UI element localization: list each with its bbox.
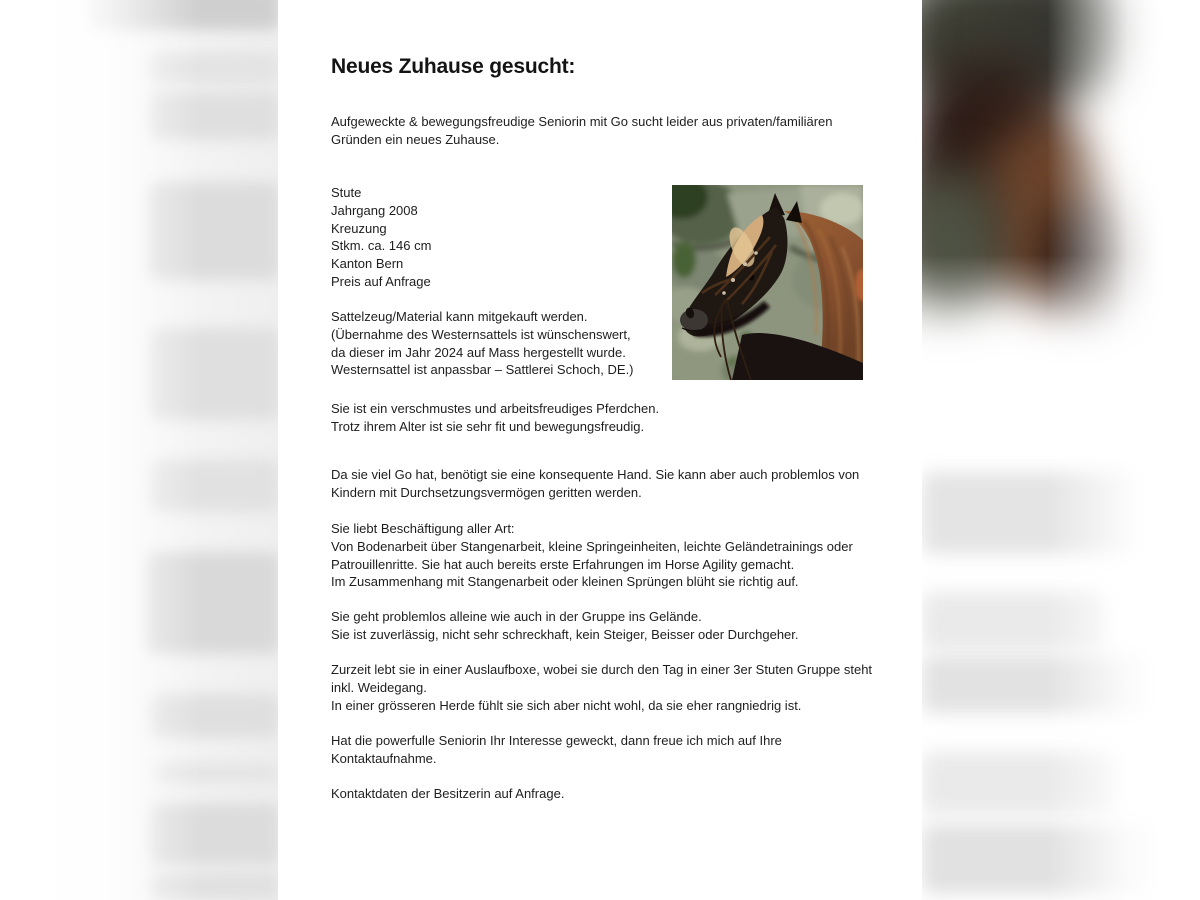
horse-photo-art xyxy=(672,185,863,380)
paragraph-riding xyxy=(331,466,859,502)
right-white-fade xyxy=(922,0,1200,900)
text-line: da dieser im Jahr 2024 auf Mass hergestellt wurde. xyxy=(331,344,626,360)
text-line: Patrouillenritte. Sie hat auch bereits erste Erfahrungen im Horse Agility gemacht. xyxy=(331,556,795,572)
text-line: Kontaktaufnahme. xyxy=(331,750,437,766)
saddle-paragraph xyxy=(331,308,634,379)
paragraph-character xyxy=(331,400,659,436)
detail-height: Stkm. ca. 146 cm xyxy=(331,238,432,254)
detail-year: Jahrgang 2008 xyxy=(331,202,418,218)
flyer-page xyxy=(278,0,922,900)
detail-sex: Stute xyxy=(331,185,362,200)
text-line: Westernsattel ist anpassbar – Sattlerei Schoch, DE.) xyxy=(331,362,634,378)
text-line: Trotz ihrem Alter ist sie sehr fit und bewegungsfreudig. xyxy=(331,418,645,434)
text-line: Im Zusammenhang mit Stangenarbeit oder kleinen Sprüngen blüht sie richtig auf. xyxy=(331,574,799,590)
text-line: Kindern mit Durchsetzungsvermögen geritten werden. xyxy=(331,484,642,500)
paragraph-activities xyxy=(331,520,853,591)
text-line: Sie liebt Beschäftigung aller Art: xyxy=(331,521,515,536)
text-line: Da sie viel Go hat, benötigt sie eine konsequente Hand. Sie kann aber auch problemlos von xyxy=(331,467,860,482)
text-line: Gründen ein neues Zuhause. xyxy=(331,131,500,147)
intro-paragraph xyxy=(331,113,833,149)
paragraph-interest xyxy=(331,732,782,768)
paragraph-trail xyxy=(331,608,799,644)
detail-price: Preis auf Anfrage xyxy=(331,273,431,289)
text-line: Kontaktdaten der Besitzerin auf Anfrage. xyxy=(331,786,565,801)
text-line: Sattelzeug/Material kann mitgekauft werden. xyxy=(331,309,588,324)
left-white-fade xyxy=(0,0,278,900)
left-blur-strip xyxy=(0,0,279,900)
paragraph-contact xyxy=(331,785,564,803)
page-title: Neues Zuhause gesucht: xyxy=(331,55,576,78)
right-blur-strip xyxy=(922,0,1200,900)
text-line: Sie ist ein verschmustes und arbeitsfreudiges Pferdchen. xyxy=(331,401,660,416)
text-line: Von Bodenarbeit über Stangenarbeit, kleine Springeinheiten, leichte Geländetrainings oder xyxy=(331,538,853,554)
paragraph-housing xyxy=(331,661,872,714)
text-line: Aufgeweckte & bewegungsfreudige Seniorin mit Go sucht leider aus privaten/familiären xyxy=(331,114,833,129)
text-line: Sie ist zuverlässig, nicht sehr schreckhaft, kein Steiger, Beisser oder Durchgeher. xyxy=(331,626,799,642)
text-line: In einer grösseren Herde fühlt sie sich aber nicht wohl, da sie eher rangniedrig ist. xyxy=(331,697,802,713)
detail-canton: Kanton Bern xyxy=(331,256,404,271)
horse-photo xyxy=(672,185,863,380)
text-line: (Übernahme des Westernsattels ist wünschenswert, xyxy=(331,326,631,342)
detail-breed: Kreuzung xyxy=(331,220,387,236)
text-line: inkl. Weidegang. xyxy=(331,679,427,695)
horse-details-list xyxy=(331,184,431,291)
text-line: Hat die powerfulle Seniorin Ihr Interesse geweckt, dann freue ich mich auf Ihre xyxy=(331,733,782,748)
text-line: Sie geht problemlos alleine wie auch in der Gruppe ins Gelände. xyxy=(331,609,702,624)
text-line: Zurzeit lebt sie in einer Auslaufboxe, wobei sie durch den Tag in einer 3er Stuten Gruppe steht xyxy=(331,662,873,677)
